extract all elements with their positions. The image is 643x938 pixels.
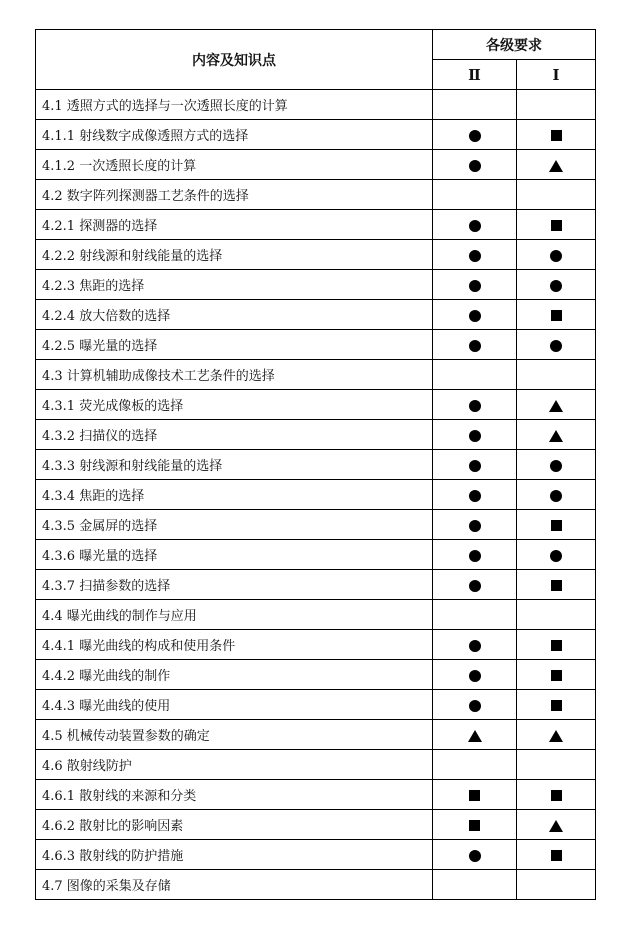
table-row xyxy=(36,810,596,840)
row-content-text: 4.2.5 曝光量的选择 xyxy=(36,330,433,360)
content-header: 内容及知识点 xyxy=(36,30,433,90)
row-content-text: 4.2.4 放大倍数的选择 xyxy=(36,300,433,330)
table-row xyxy=(36,540,596,570)
level-1-cell xyxy=(517,270,596,300)
level-1-cell xyxy=(517,690,596,720)
level-1-header: Ⅰ xyxy=(517,60,596,90)
circle-icon xyxy=(469,280,481,292)
level-2-cell xyxy=(433,450,517,480)
row-content-text: 4.3.5 金属屏的选择 xyxy=(36,510,433,540)
level-1-cell xyxy=(517,210,596,240)
table-row xyxy=(36,90,596,120)
level-2-header: Ⅱ xyxy=(433,60,517,90)
circle-icon xyxy=(469,670,481,682)
row-content-text: 4.4.3 曝光曲线的使用 xyxy=(36,690,433,720)
square-icon xyxy=(551,850,562,861)
table-row xyxy=(36,690,596,720)
level-2-cell xyxy=(433,870,517,900)
row-content-text: 4.6 散射线防护 xyxy=(36,750,433,780)
level-1-cell xyxy=(517,750,596,780)
square-icon xyxy=(551,700,562,711)
row-content-text: 4.3.2 扫描仪的选择 xyxy=(36,420,433,450)
circle-icon xyxy=(469,220,481,232)
triangle-icon xyxy=(549,160,563,172)
table-row xyxy=(36,210,596,240)
level-1-cell xyxy=(517,810,596,840)
circle-icon xyxy=(469,250,481,262)
triangle-icon xyxy=(549,400,563,412)
level-1-cell xyxy=(517,180,596,210)
level-1-cell xyxy=(517,120,596,150)
level-1-cell xyxy=(517,870,596,900)
table-row xyxy=(36,630,596,660)
level-2-cell xyxy=(433,300,517,330)
table-row xyxy=(36,600,596,630)
level-1-cell xyxy=(517,660,596,690)
level-1-cell xyxy=(517,450,596,480)
level-2-cell xyxy=(433,780,517,810)
level-2-cell xyxy=(433,690,517,720)
level-1-cell xyxy=(517,390,596,420)
level-1-cell xyxy=(517,510,596,540)
square-icon xyxy=(469,790,480,801)
circle-icon xyxy=(469,340,481,352)
level-2-cell xyxy=(433,390,517,420)
table-row xyxy=(36,480,596,510)
row-content-text: 4.2.3 焦距的选择 xyxy=(36,270,433,300)
row-content-text: 4.3.6 曝光量的选择 xyxy=(36,540,433,570)
row-content-text: 4.6.3 散射线的防护措施 xyxy=(36,840,433,870)
level-1-cell xyxy=(517,840,596,870)
level-1-cell xyxy=(517,150,596,180)
row-content-text: 4.1 透照方式的选择与一次透照长度的计算 xyxy=(36,90,433,120)
level-2-cell xyxy=(433,90,517,120)
square-icon xyxy=(551,220,562,231)
level-2-cell xyxy=(433,150,517,180)
square-icon xyxy=(551,310,562,321)
level-2-cell xyxy=(433,480,517,510)
table-row xyxy=(36,270,596,300)
triangle-icon xyxy=(549,820,563,832)
circle-icon xyxy=(469,700,481,712)
level-1-cell xyxy=(517,630,596,660)
level-2-cell xyxy=(433,540,517,570)
circle-icon xyxy=(469,520,481,532)
level-2-cell xyxy=(433,810,517,840)
row-content-text: 4.3.4 焦距的选择 xyxy=(36,480,433,510)
level-1-cell xyxy=(517,780,596,810)
level-2-cell xyxy=(433,510,517,540)
circle-icon xyxy=(469,580,481,592)
table-row xyxy=(36,510,596,540)
circle-icon xyxy=(550,340,562,352)
row-content-text: 4.3.1 荧光成像板的选择 xyxy=(36,390,433,420)
square-icon xyxy=(551,640,562,651)
square-icon xyxy=(551,670,562,681)
table-row xyxy=(36,390,596,420)
square-icon xyxy=(551,130,562,141)
table-row xyxy=(36,300,596,330)
level-2-cell xyxy=(433,180,517,210)
level-2-cell xyxy=(433,840,517,870)
table-row xyxy=(36,720,596,750)
requirements-table xyxy=(35,29,596,900)
row-content-text: 4.2.2 射线源和射线能量的选择 xyxy=(36,240,433,270)
table-body xyxy=(36,90,596,900)
circle-icon xyxy=(469,490,481,502)
level-1-cell xyxy=(517,720,596,750)
table-row xyxy=(36,780,596,810)
level-1-cell xyxy=(517,240,596,270)
level-2-cell xyxy=(433,630,517,660)
row-content-text: 4.1.1 射线数字成像透照方式的选择 xyxy=(36,120,433,150)
circle-icon xyxy=(550,280,562,292)
table-row xyxy=(36,750,596,780)
circle-icon xyxy=(469,310,481,322)
level-2-cell xyxy=(433,240,517,270)
circle-icon xyxy=(469,400,481,412)
circle-icon xyxy=(550,250,562,262)
row-content-text: 4.6.1 散射线的来源和分类 xyxy=(36,780,433,810)
circle-icon xyxy=(550,490,562,502)
level-2-cell xyxy=(433,660,517,690)
row-content-text: 4.4.1 曝光曲线的构成和使用条件 xyxy=(36,630,433,660)
square-icon xyxy=(551,520,562,531)
row-content-text: 4.5 机械传动装置参数的确定 xyxy=(36,720,433,750)
table-row xyxy=(36,870,596,900)
circle-icon xyxy=(550,460,562,472)
row-content-text: 4.4.2 曝光曲线的制作 xyxy=(36,660,433,690)
level-2-cell xyxy=(433,750,517,780)
row-content-text: 4.3.7 扫描参数的选择 xyxy=(36,570,433,600)
table-row xyxy=(36,360,596,390)
circle-icon xyxy=(469,850,481,862)
circle-icon xyxy=(469,130,481,142)
level-2-cell xyxy=(433,270,517,300)
level-2-cell xyxy=(433,210,517,240)
circle-icon xyxy=(469,640,481,652)
table-row xyxy=(36,240,596,270)
level-2-cell xyxy=(433,360,517,390)
level-2-cell xyxy=(433,600,517,630)
row-content-text: 4.2.1 探测器的选择 xyxy=(36,210,433,240)
square-icon xyxy=(551,790,562,801)
circle-icon xyxy=(469,160,481,172)
level-1-cell xyxy=(517,420,596,450)
circle-icon xyxy=(469,430,481,442)
square-icon xyxy=(469,820,480,831)
level-2-cell xyxy=(433,570,517,600)
table-row xyxy=(36,570,596,600)
row-content-text: 4.2 数字阵列探测器工艺条件的选择 xyxy=(36,180,433,210)
table-row xyxy=(36,330,596,360)
row-content-text: 4.6.2 散射比的影响因素 xyxy=(36,810,433,840)
row-content-text: 4.1.2 一次透照长度的计算 xyxy=(36,150,433,180)
table-row xyxy=(36,120,596,150)
table-row xyxy=(36,180,596,210)
row-content-text: 4.4 曝光曲线的制作与应用 xyxy=(36,600,433,630)
level-2-cell xyxy=(433,420,517,450)
square-icon xyxy=(551,580,562,591)
level-2-cell xyxy=(433,330,517,360)
triangle-icon xyxy=(549,730,563,742)
circle-icon xyxy=(469,460,481,472)
level-2-cell xyxy=(433,120,517,150)
level-1-cell xyxy=(517,570,596,600)
level-1-cell xyxy=(517,480,596,510)
table-row xyxy=(36,450,596,480)
triangle-icon xyxy=(468,730,482,742)
level-1-cell xyxy=(517,300,596,330)
level-1-cell xyxy=(517,330,596,360)
row-content-text: 4.3.3 射线源和射线能量的选择 xyxy=(36,450,433,480)
table-row xyxy=(36,660,596,690)
circle-icon xyxy=(469,550,481,562)
level-1-cell xyxy=(517,90,596,120)
triangle-icon xyxy=(549,430,563,442)
table-row xyxy=(36,840,596,870)
level-1-cell xyxy=(517,600,596,630)
level-2-cell xyxy=(433,720,517,750)
table-row xyxy=(36,150,596,180)
circle-icon xyxy=(550,550,562,562)
requirements-header: 各级要求 xyxy=(433,30,596,60)
table-row xyxy=(36,420,596,450)
row-content-text: 4.3 计算机辅助成像技术工艺条件的选择 xyxy=(36,360,433,390)
row-content-text: 4.7 图像的采集及存储 xyxy=(36,870,433,900)
level-1-cell xyxy=(517,360,596,390)
level-1-cell xyxy=(517,540,596,570)
